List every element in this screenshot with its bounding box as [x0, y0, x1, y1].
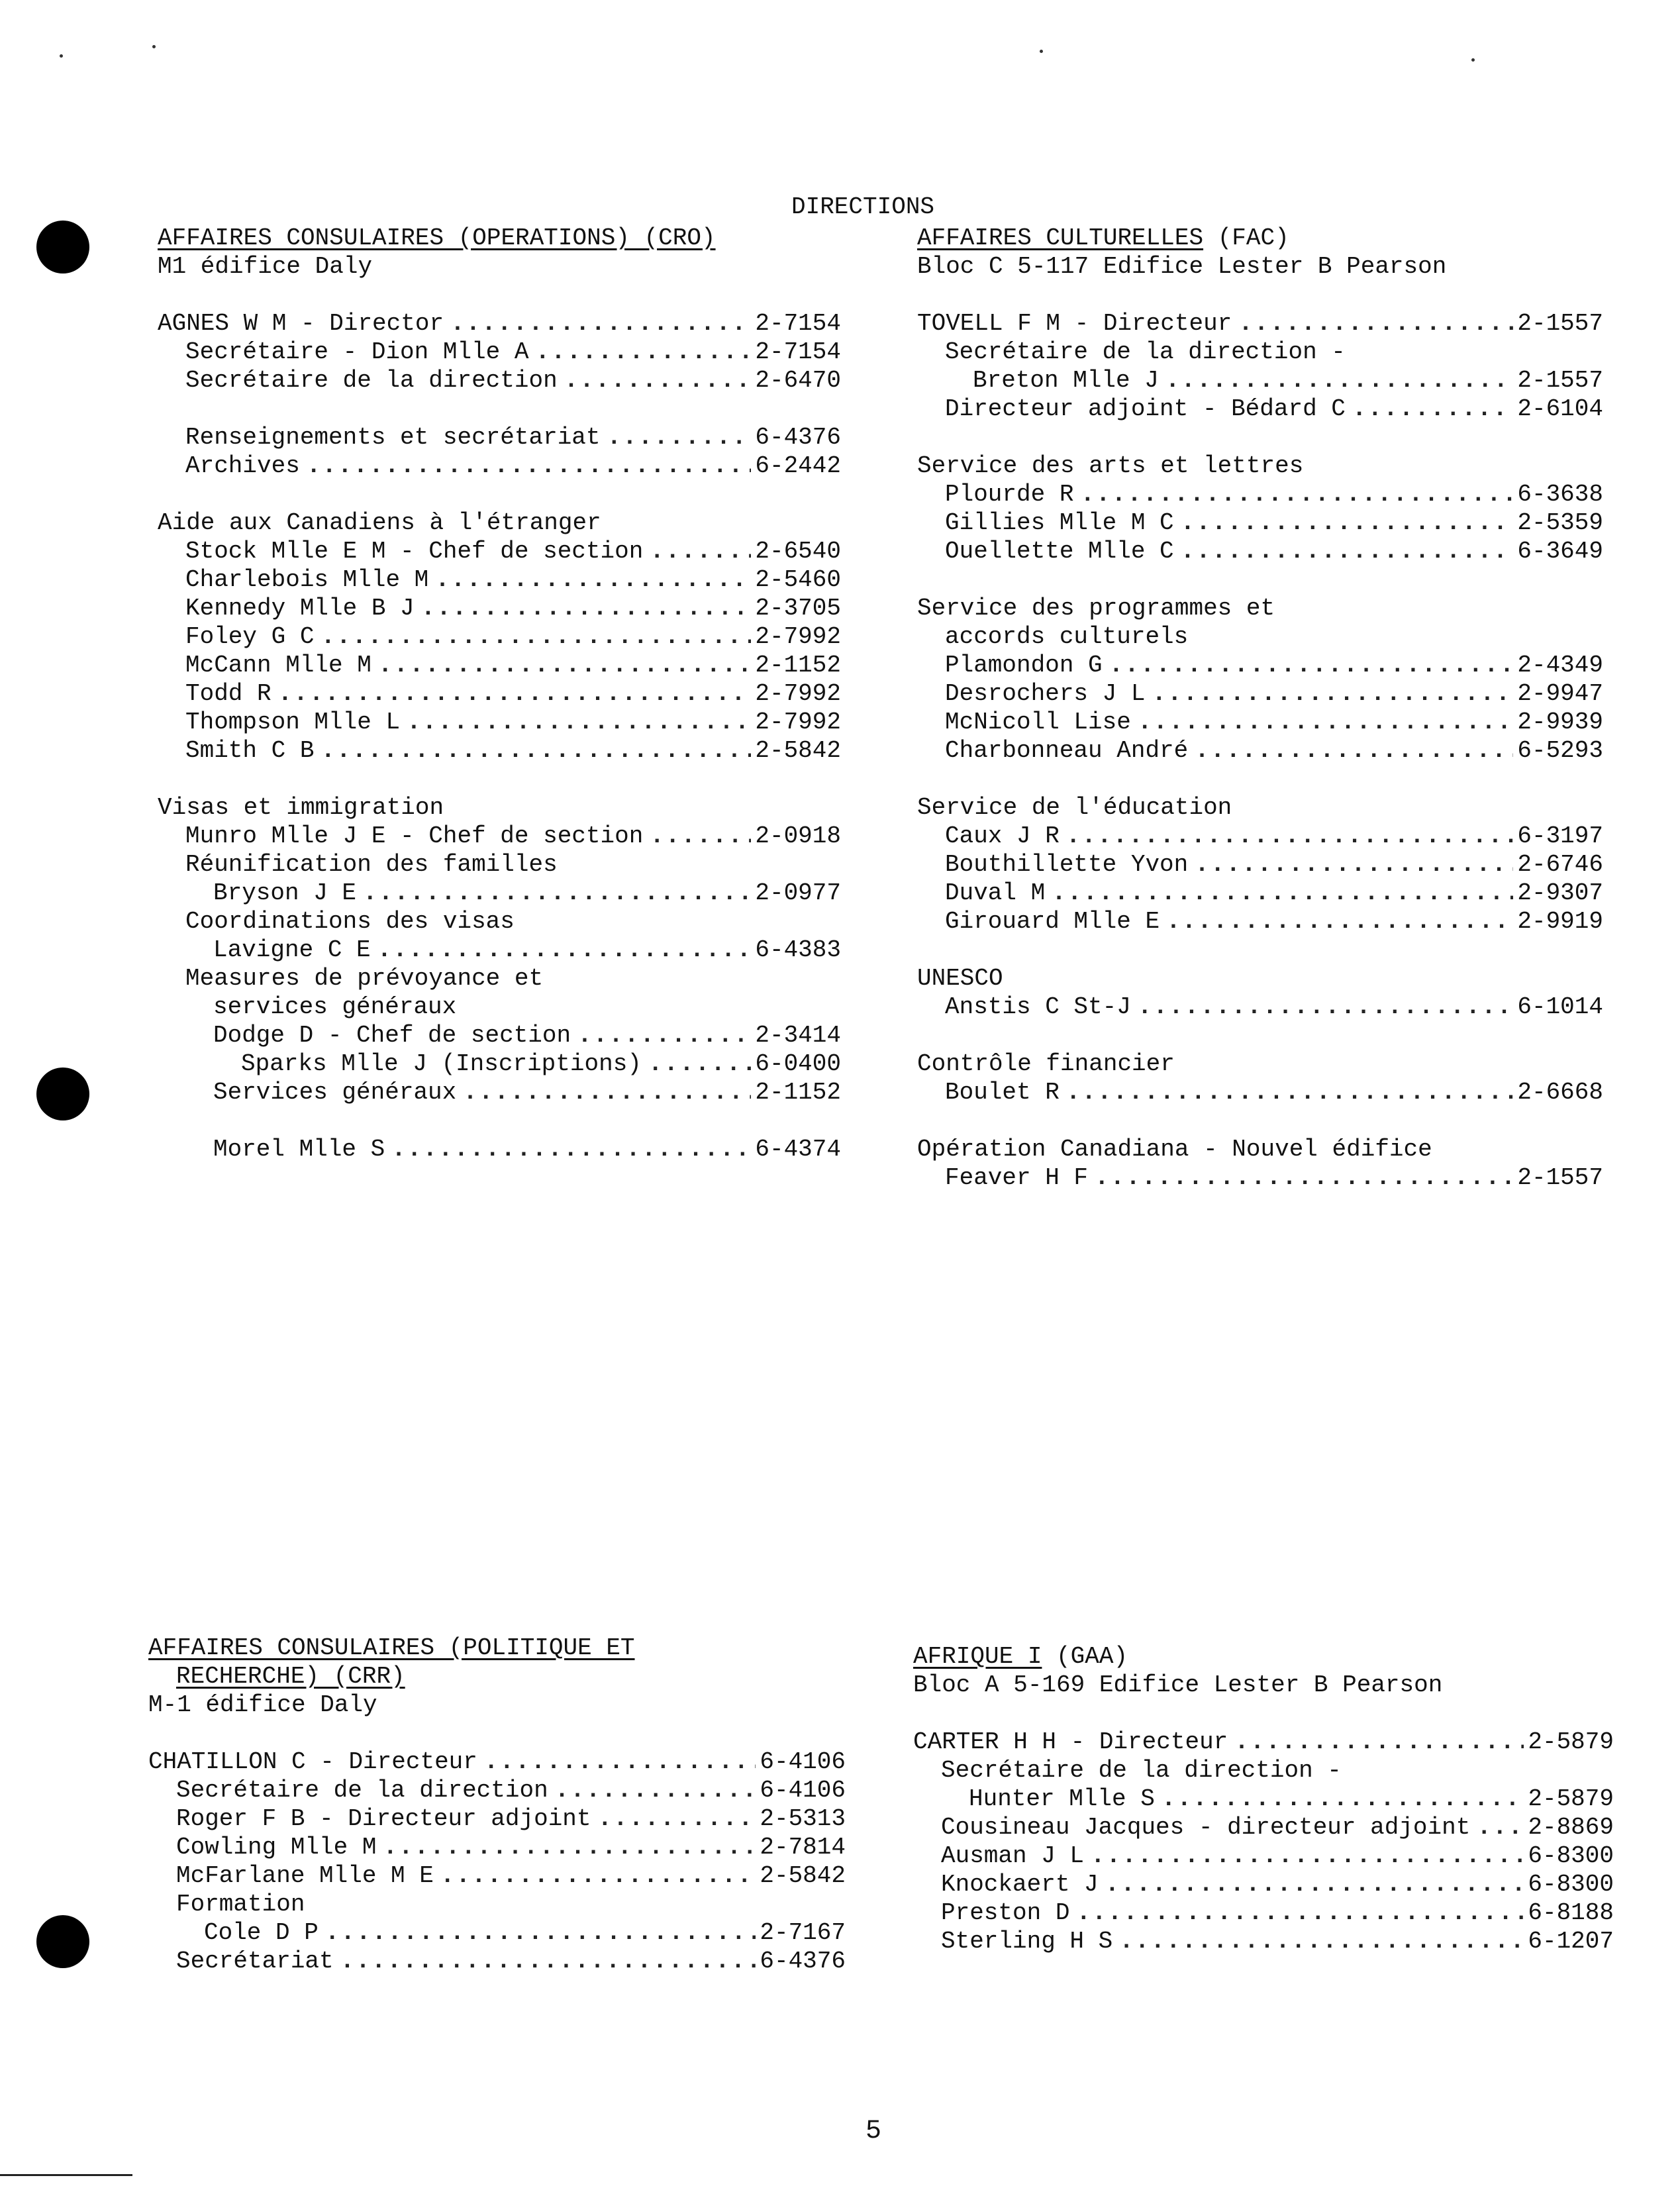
directory-entry: Charbonneau André ..... 6-5293: [917, 736, 1603, 765]
section-gaa: [913, 1642, 1614, 1956]
directory-entry: TOVELL F M - Directeur ..... 2-1557: [917, 309, 1603, 338]
directory-entry: Secrétaire de la direction ..... 6-4106: [148, 1776, 846, 1805]
directory-entry: Smith C B ..... 2-5842: [158, 736, 841, 765]
directory-entry: Services généraux ..... 2-1152: [158, 1078, 841, 1107]
page-title: DIRECTIONS: [791, 193, 935, 221]
section-heading: AFFAIRES CULTURELLES: [917, 224, 1204, 252]
directory-entry: Foley G C ..... 2-7992: [158, 622, 841, 651]
directory-entry: Caux J R ..... 6-3197: [917, 822, 1603, 850]
page-number: 5: [865, 2116, 882, 2146]
subsection-heading: Formation: [176, 1891, 305, 1918]
directory-entry: Cole D P ..... 2-7167: [148, 1918, 846, 1947]
directory-entry: Todd R ..... 2-7992: [158, 679, 841, 708]
section-heading: AFRIQUE I: [913, 1643, 1042, 1670]
section-code: (FAC): [1217, 224, 1289, 252]
bottom-rule: [0, 2174, 132, 2176]
scan-speck: [1471, 58, 1475, 62]
directory-entry: Stock Mlle E M - Chef de section ..... 2-6540: [158, 537, 841, 566]
punch-hole-middle: [36, 1068, 89, 1120]
scan-speck: [152, 45, 156, 48]
directory-entry: Secrétaire - Dion Mlle A ..... 2-7154: [158, 338, 841, 366]
directory-entry: Sparks Mlle J (Inscriptions) ..... 6-0400: [158, 1050, 841, 1078]
subsection-heading: Aide aux Canadiens à l'étranger: [158, 509, 601, 536]
subsection-heading: Measures de prévoyance et: [185, 965, 544, 992]
subsection-heading: Coordinations des visas: [185, 908, 515, 935]
directory-entry: Secrétaire de la direction ..... 2-6470: [158, 366, 841, 395]
directory-entry: Charlebois Mlle M ..... 2-5460: [158, 566, 841, 594]
directory-entry: Bouthillette Yvon ..... 2-6746: [917, 850, 1603, 879]
section-heading: AFFAIRES CONSULAIRES (OPERATIONS) (CRO): [158, 224, 716, 252]
subsection-heading: Service des programmes et: [917, 595, 1275, 622]
directory-entry: Cousineau Jacques - directeur adjoint ..... 2-8869: [913, 1813, 1614, 1842]
directory-entry: Dodge D - Chef de section ..... 2-3414: [158, 1021, 841, 1050]
section-heading-cont: RECHERCHE) (CRR): [176, 1663, 405, 1690]
section-cro: [158, 224, 841, 1164]
directory-entry: Sterling H S ..... 6-1207: [913, 1927, 1614, 1956]
directory-entry: Roger F B - Directeur adjoint ..... 2-5313: [148, 1805, 846, 1833]
directory-entry: Plourde R ..... 6-3638: [917, 480, 1603, 509]
subsection-heading: Contrôle financier: [917, 1050, 1175, 1077]
subsection-heading: Visas et immigration: [158, 794, 444, 821]
subsection-heading: Service des arts et lettres: [917, 452, 1304, 479]
directory-entry: CARTER H H - Directeur ..... 2-5879: [913, 1728, 1614, 1756]
directory-entry: Anstis C St-J ..... 6-1014: [917, 993, 1603, 1021]
directory-entry: Thompson Mlle L ..... 2-7992: [158, 708, 841, 736]
directory-entry: Girouard Mlle E ..... 2-9919: [917, 907, 1603, 936]
subsection-heading: services généraux: [213, 993, 457, 1020]
directory-entry: Ouellette Mlle C ..... 6-3649: [917, 537, 1603, 566]
punch-hole-top: [36, 221, 89, 273]
directory-entry: McFarlane Mlle M E ..... 2-5842: [148, 1862, 846, 1890]
subsection-heading: Opération Canadiana - Nouvel édifice: [917, 1136, 1432, 1163]
directory-entry: Knockaert J ..... 6-8300: [913, 1870, 1614, 1899]
directory-entry: Preston D ..... 6-8188: [913, 1899, 1614, 1927]
directory-entry: Cowling Mlle M ..... 2-7814: [148, 1833, 846, 1862]
directory-entry: McCann Mlle M ..... 2-1152: [158, 651, 841, 679]
directory-entry: AGNES W M - Director ..... 2-7154: [158, 309, 841, 338]
section-location: M-1 édifice Daly: [148, 1691, 377, 1718]
directory-entry: Archives ..... 6-2442: [158, 452, 841, 480]
directory-entry: Duval M ..... 2-9307: [917, 879, 1603, 907]
subsection-heading: UNESCO: [917, 965, 1003, 992]
directory-entry: Ausman J L ..... 6-8300: [913, 1842, 1614, 1870]
section-location: Bloc A 5-169 Edifice Lester B Pearson: [913, 1671, 1443, 1699]
directory-entry: CHATILLON C - Directeur ..... 6-4106: [148, 1748, 846, 1776]
section-fac: [917, 224, 1603, 1192]
directory-entry: Lavigne C E ..... 6-4383: [158, 936, 841, 964]
directory-entry: Munro Mlle J E - Chef de section ..... 2-0918: [158, 822, 841, 850]
section-code: (GAA): [1056, 1643, 1128, 1670]
directory-entry: Renseignements et secrétariat ..... 6-4376: [158, 423, 841, 452]
subsection-heading: Réunification des familles: [185, 851, 558, 878]
directory-entry: Hunter Mlle S ..... 2-5879: [913, 1785, 1614, 1813]
directory-entry: Feaver H F ..... 2-1557: [917, 1164, 1603, 1192]
directory-entry: Breton Mlle J ..... 2-1557: [917, 366, 1603, 395]
section-heading: AFFAIRES CONSULAIRES (POLITIQUE ET: [148, 1634, 635, 1662]
directory-entry: McNicoll Lise ..... 2-9939: [917, 708, 1603, 736]
directory-entry: Directeur adjoint - Bédard C ..... 2-6104: [917, 395, 1603, 423]
subsection-heading: Secrétaire de la direction -: [945, 338, 1346, 366]
directory-entry: Bryson J E ..... 2-0977: [158, 879, 841, 907]
directory-entry: Morel Mlle S ..... 6-4374: [158, 1135, 841, 1164]
punch-hole-bottom: [36, 1915, 89, 1968]
directory-entry: Secrétariat ..... 6-4376: [148, 1947, 846, 1975]
scan-speck: [1040, 50, 1043, 53]
directory-entry: Plamondon G ..... 2-4349: [917, 651, 1603, 679]
directory-entry: Boulet R ..... 2-6668: [917, 1078, 1603, 1107]
section-location: M1 édifice Daly: [158, 253, 373, 280]
directory-entry: Gillies Mlle M C ..... 2-5359: [917, 509, 1603, 537]
subsection-heading: Secrétaire de la direction -: [941, 1757, 1342, 1784]
subsection-heading: accords culturels: [945, 623, 1189, 650]
subsection-heading: Service de l'éducation: [917, 794, 1232, 821]
section-crr: [148, 1634, 846, 1975]
section-location: Bloc C 5-117 Edifice Lester B Pearson: [917, 253, 1447, 280]
directory-entry: Desrochers J L ..... 2-9947: [917, 679, 1603, 708]
directory-entry: Kennedy Mlle B J ..... 2-3705: [158, 594, 841, 622]
scan-speck: [60, 54, 63, 58]
